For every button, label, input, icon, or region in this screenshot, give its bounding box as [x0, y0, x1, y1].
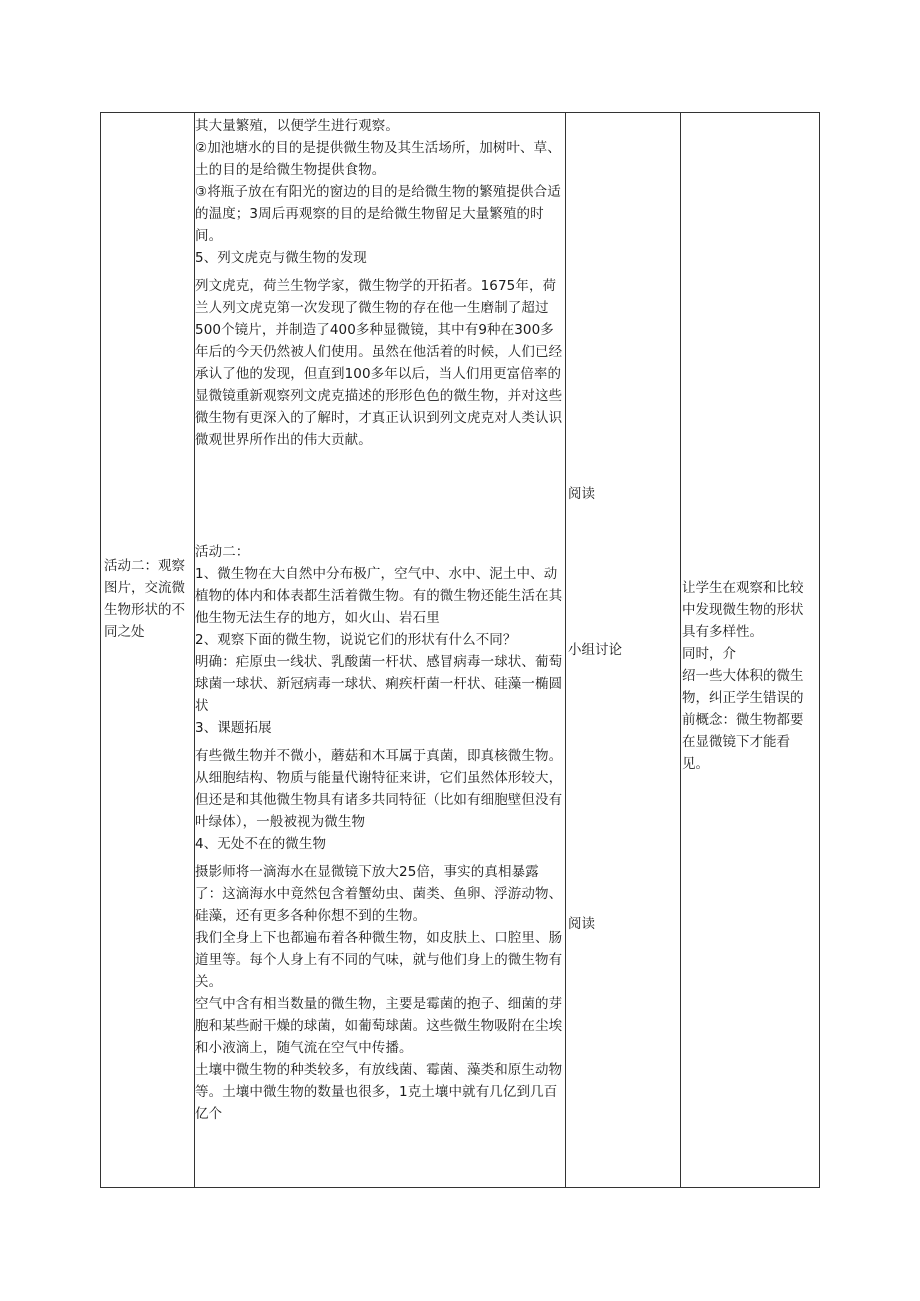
content-paragraph: 空气中含有相当数量的微生物，主要是霉菌的抱子、细菌的芽胞和某些耐干燥的球菌，如葡萄球菌。这些微生物吸附在尘埃和小液滴上，随气流在空气中传播。 — [195, 996, 563, 1056]
intent-text: 绍一些大体积的微生物，纠正学生错误的前概念：微生物都要在显微镜下才能看见。 — [682, 668, 804, 772]
content-paragraph: 2、观察下面的微生物，说说它们的形状有什么不同？ — [195, 632, 517, 648]
lesson-table — [100, 112, 820, 1188]
column-divider-3 — [680, 113, 681, 1187]
section-heading: 4、无处不在的微生物 — [195, 836, 327, 852]
content-paragraph: 1、微生物在大自然中分布极广，空气中、水中、泥土中、动植物的体内和体表都生活着微生物。有的微生物还能生活在其他生物无法生存的地方，如火山、岩石里 — [195, 566, 563, 626]
student-activity-read-2: 阅读 — [568, 916, 595, 932]
intent-text: 同时，介 — [682, 646, 736, 662]
section-heading: 3、课题拓展 — [195, 720, 272, 736]
content-paragraph: 我们全身上下也都遍布着各种微生物，如皮肤上、口腔里、肠道里等。每个人身上有不同的气味，就与他们身上的微生物有关。 — [195, 930, 563, 990]
intent-text: 让学生在观察和比较中发现微生物的形状具有多样性。 — [682, 580, 804, 640]
content-cell — [195, 115, 565, 1125]
design-intent-cell — [682, 577, 816, 775]
activity-title: 活动二：观察图片，交流微生物形状的不同之处 — [104, 558, 185, 640]
content-paragraph: 土壤中微生物的种类较多，有放线菌、霉菌、藻类和原生动物等。土壤中微生物的数量也很多，1克土壤中就有几亿到几百亿个 — [195, 1062, 563, 1122]
student-activity-read-1: 阅读 — [568, 486, 595, 502]
content-paragraph: 明确：疟原虫一线状、乳酸菌一杆状、感冒病毒一球状、葡萄球菌一球状、新冠病毒一球状、痢疾杆菌一杆状、硅藻一椭圆状 — [195, 654, 563, 714]
content-paragraph: 列文虎克，荷兰生物学家，微生物学的开拓者。1675年，荷兰人列文虎克第一次发现了微生物的存在他一生磨制了超过500个镜片，并制造了400多种显微镜，其中有9种在300多年后的今天仍然被人们使用。虽然在他活着的时候，人们已经承认了他的发现，但直到100多年以后，当人们用更富倍率的显微镜重新观察列文虎克描述的形形色色的微生物，并对这些微生物有更深入的了解时，才真正认识到列文虎克对人类认识微观世界所作出的伟大贡献。 — [195, 278, 563, 448]
content-paragraph: 摄影师将一滴海水在显微镜下放大25倍，事实的真相暴露了：这滴海水中竟然包含着蟹幼虫、菌类、鱼卵、浮游动物、硅藻，还有更多各种你想不到的生物。 — [195, 864, 563, 924]
content-paragraph: 有些微生物并不微小，蘑菇和木耳属于真菌，即真核微生物。从细胞结构、物质与能量代谢特征来讲，它们虽然体形较大，但还是和其他微生物具有诸多共同特征（比如有细胞壁但没有叶绿体），一般被视为微生物 — [195, 748, 563, 830]
section-heading: 5、列文虎克与微生物的发现 — [195, 250, 367, 266]
section-heading: 活动二： — [195, 544, 250, 560]
content-paragraph: 其大量繁殖，以便学生进行观察。 — [195, 118, 399, 134]
content-paragraph: ③将瓶子放在有阳光的窗边的目的是给微生物的繁殖提供合适的温度；3周后再观察的目的是给微生物留足大量繁殖的时间。 — [195, 184, 561, 244]
student-activity-discuss: 小组讨论 — [568, 642, 622, 658]
column-divider-2 — [565, 113, 566, 1187]
content-paragraph: ②加池塘水的目的是提供微生物及其生活场所，加树叶、草、土的目的是给微生物提供食物。 — [195, 140, 561, 178]
activity-cell — [104, 555, 190, 643]
